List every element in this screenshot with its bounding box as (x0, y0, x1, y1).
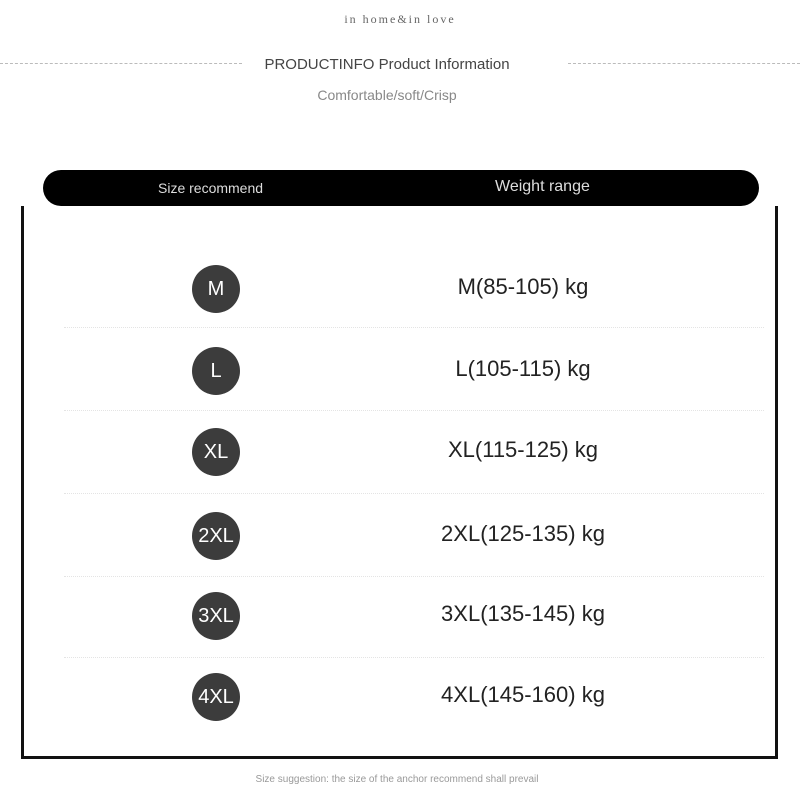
size-badge: 3XL (192, 592, 240, 640)
table-row (0, 668, 800, 728)
weight-range: 2XL(125-135) kg (441, 521, 605, 546)
table-row (0, 587, 800, 647)
column-header-size: Size recommend (158, 180, 264, 196)
table-row (0, 260, 800, 320)
row-separator (64, 410, 764, 411)
row-separator (64, 327, 764, 328)
tagline: in home&in love (344, 12, 456, 26)
page-title: PRODUCTINFO Product Information (264, 56, 510, 73)
weight-range: M(85-105) kg (457, 274, 589, 299)
weight-range: 4XL(145-160) kg (441, 682, 605, 707)
page-subtitle: Comfortable/soft/Crisp (317, 87, 457, 103)
row-separator (64, 657, 764, 658)
table-row (0, 507, 800, 567)
column-header-weight: Weight range (495, 178, 590, 195)
table-row (0, 423, 800, 483)
row-separator (64, 576, 764, 577)
weight-range: 3XL(135-145) kg (441, 601, 605, 626)
table-row (0, 342, 800, 402)
weight-range: XL(115-125) kg (447, 437, 598, 462)
size-badge: M (192, 265, 240, 313)
size-badge: XL (192, 428, 240, 476)
weight-range: L(105-115) kg (455, 356, 591, 381)
size-badge: 4XL (192, 673, 240, 721)
size-badge: L (192, 347, 240, 395)
row-separator (64, 493, 764, 494)
size-suggestion-note: Size suggestion: the size of the anchor recommend shall prevail (255, 774, 539, 785)
size-badge: 2XL (192, 512, 240, 560)
